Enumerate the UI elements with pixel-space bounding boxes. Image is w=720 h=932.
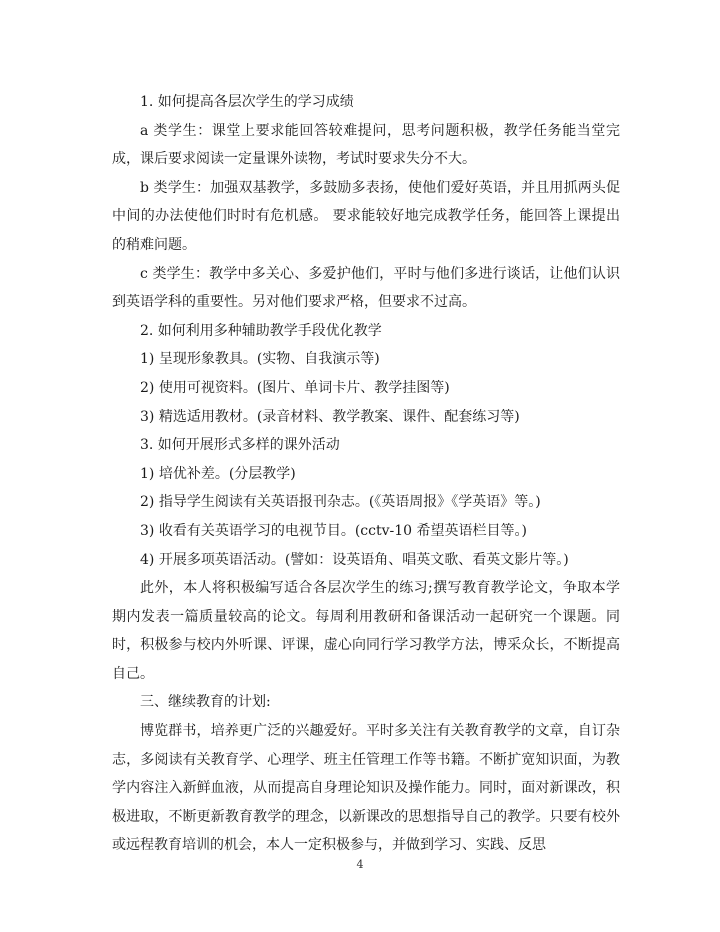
paragraph-class-a-students: a 类学生：课堂上要求能回答较难提问，思考问题积极，教学任务能当堂完成，课后要求阅读一定量课外读物，考试时要求失分不大。 [112, 122, 620, 168]
paragraph-additional-plans: 此外，本人将积极编写适合各层次学生的练习;撰写教育教学论文，争取本学期内发表一篇质量较高的论文。每周利用教研和备课活动一起研究一个课题。同时，积极参与校内外听课、评课，虚心向同行学习教学方法，博采众长，不断提高自己。 [112, 580, 620, 682]
list-item-teaching-materials: 3) 精选适用教材。(录音材料、教学教案、课件、配套练习等) [140, 408, 520, 425]
document-body [112, 88, 620, 860]
list-item-tutoring: 1) 培优补差。(分层教学) [140, 465, 296, 482]
list-item-visual-materials: 2) 使用可视资料。(图片、单词卡片、教学挂图等) [140, 379, 450, 396]
paragraph-class-b-students: b 类学生：加强双基教学，多鼓励多表扬，使他们爱好英语，并且用抓两头促中间的办法使他们时时有危机感。 要求能较好地完成教学任务，能回答上课提出的稍难问题。 [112, 179, 620, 253]
paragraph-continuing-education: 博览群书，培养更广泛的兴趣爱好。平时多关注有关教育教学的文章，自订杂志，多阅读有关教育学、心理学、班主任管理工作等书籍。不断扩宽知识面，为教学内容注入新鲜血液，从而提高自身理论知识及操作能力。同时，面对新课改，积极进取，不断更新教育教学的理念，以新课改的思想指导自己的教学。只要有校外或远程教育培训的机会，本人一定积极参与，并做到学习、实践、反思 [112, 723, 620, 854]
list-item-reading: 2) 指导学生阅读有关英语报刊杂志。(《英语周报》《学英语》等。) [140, 494, 541, 511]
list-item-visual-aids: 1) 呈现形象教具。(实物、自我演示等) [140, 351, 380, 368]
heading-teaching-aids: 2. 如何利用多种辅助教学手段优化教学 [140, 322, 382, 339]
page-number: 4 [356, 858, 364, 871]
paragraph-class-c-students: c 类学生：教学中多关心、多爱护他们，平时与他们多进行谈话，让他们认识到英语学科的重要性。另对他们要求严格，但要求不过高。 [112, 265, 620, 311]
list-item-tv-programs: 3) 收看有关英语学习的电视节目。(cctv-10 希望英语栏目等。) [140, 522, 527, 539]
heading-continuing-education: 三、继续教育的计划: [140, 694, 271, 711]
heading-extracurricular: 3. 如何开展形式多样的课外活动 [140, 437, 340, 454]
heading-improve-scores: 1. 如何提高各层次学生的学习成绩 [140, 94, 354, 110]
list-item-activities: 4) 开展多项英语活动。(譬如：设英语角、唱英文歌、看英文影片等。) [140, 551, 569, 568]
